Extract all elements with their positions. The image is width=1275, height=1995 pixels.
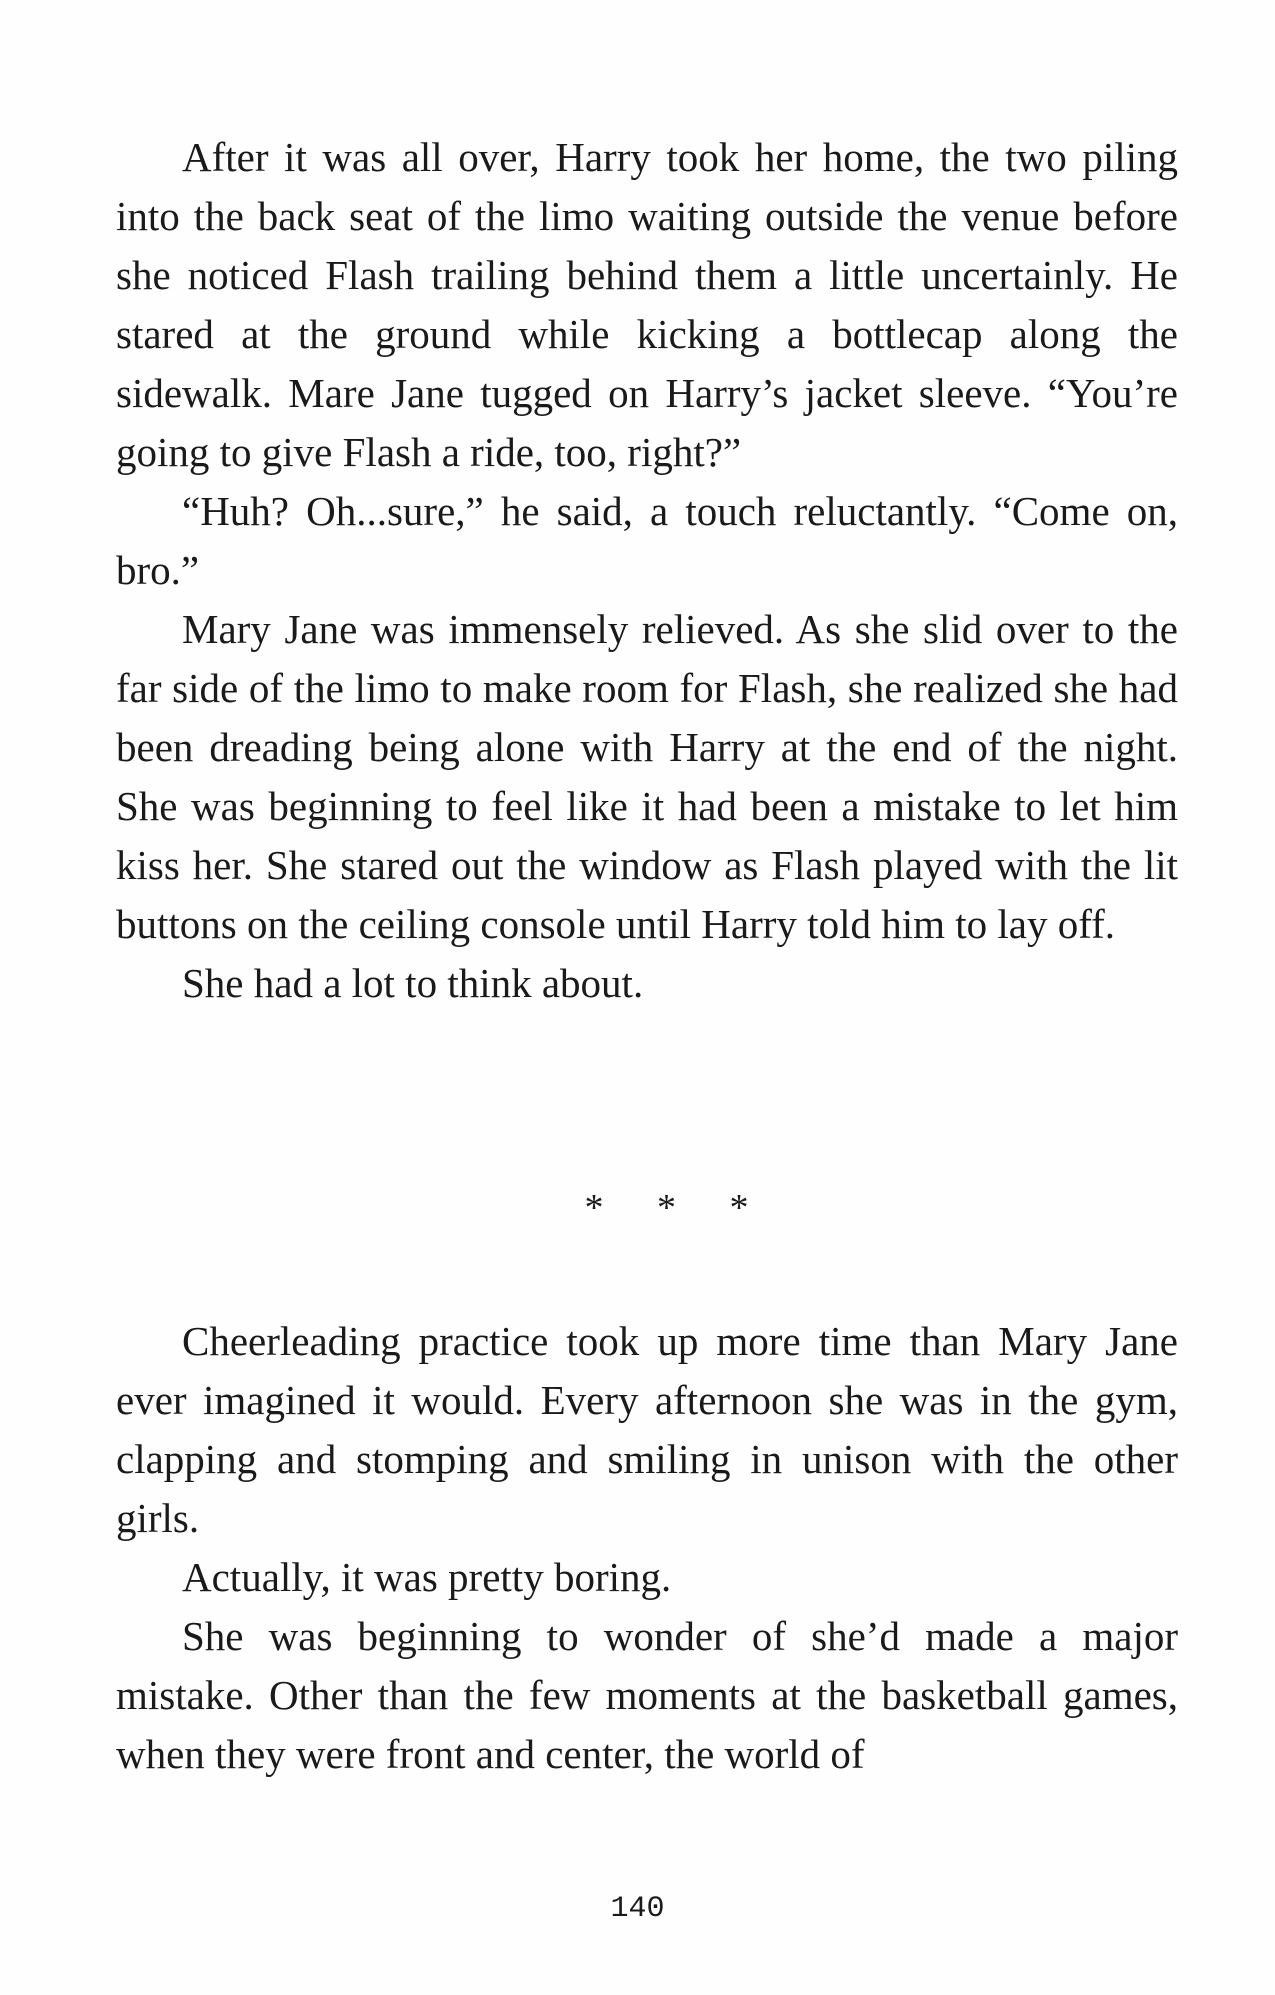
page-number: 140 xyxy=(610,1892,665,1926)
paragraph: She was beginning to wonder of she’d made a major mistake. Other than the few moments at the basketball games, when they were front and center, the world of xyxy=(116,1613,1178,1777)
section-two xyxy=(116,1312,1178,1784)
paragraph: Cheerleading practice took up more time than Mary Jane ever imagined it would. Every afternoon she was in the gym, clapping and stomping and smiling in unison with the other girls. xyxy=(116,1318,1178,1541)
section-one xyxy=(116,128,1178,1013)
paragraph: She had a lot to think about. xyxy=(182,960,644,1006)
paragraph: Actually, it was pretty boring. xyxy=(182,1554,672,1600)
paragraph: Mary Jane was immensely relieved. As she slid over to the far side of the limo to make room for Flash, she realized she had been dreading being alone with Harry at the end of the night. She was beginning to feel like it had been a mistake to let him kiss her. She stared out the window as Flash played with the lit buttons on the ceiling console until Harry told him to lay off. xyxy=(116,606,1178,947)
scene-break: * * * xyxy=(584,1187,771,1229)
paragraph: “Huh? Oh...sure,” he said, a touch reluctantly. “Come on, bro.” xyxy=(116,488,1178,593)
paragraph: After it was all over, Harry took her home, the two piling into the back seat of the limo waiting outside the venue before she noticed Flash trailing behind them a little uncertainly. He stared at the ground while kicking a bottlecap along the sidewalk. Mare Jane tugged on Harry’s jacket sleeve. “You’re going to give Flash a ride, too, right?” xyxy=(116,134,1178,475)
